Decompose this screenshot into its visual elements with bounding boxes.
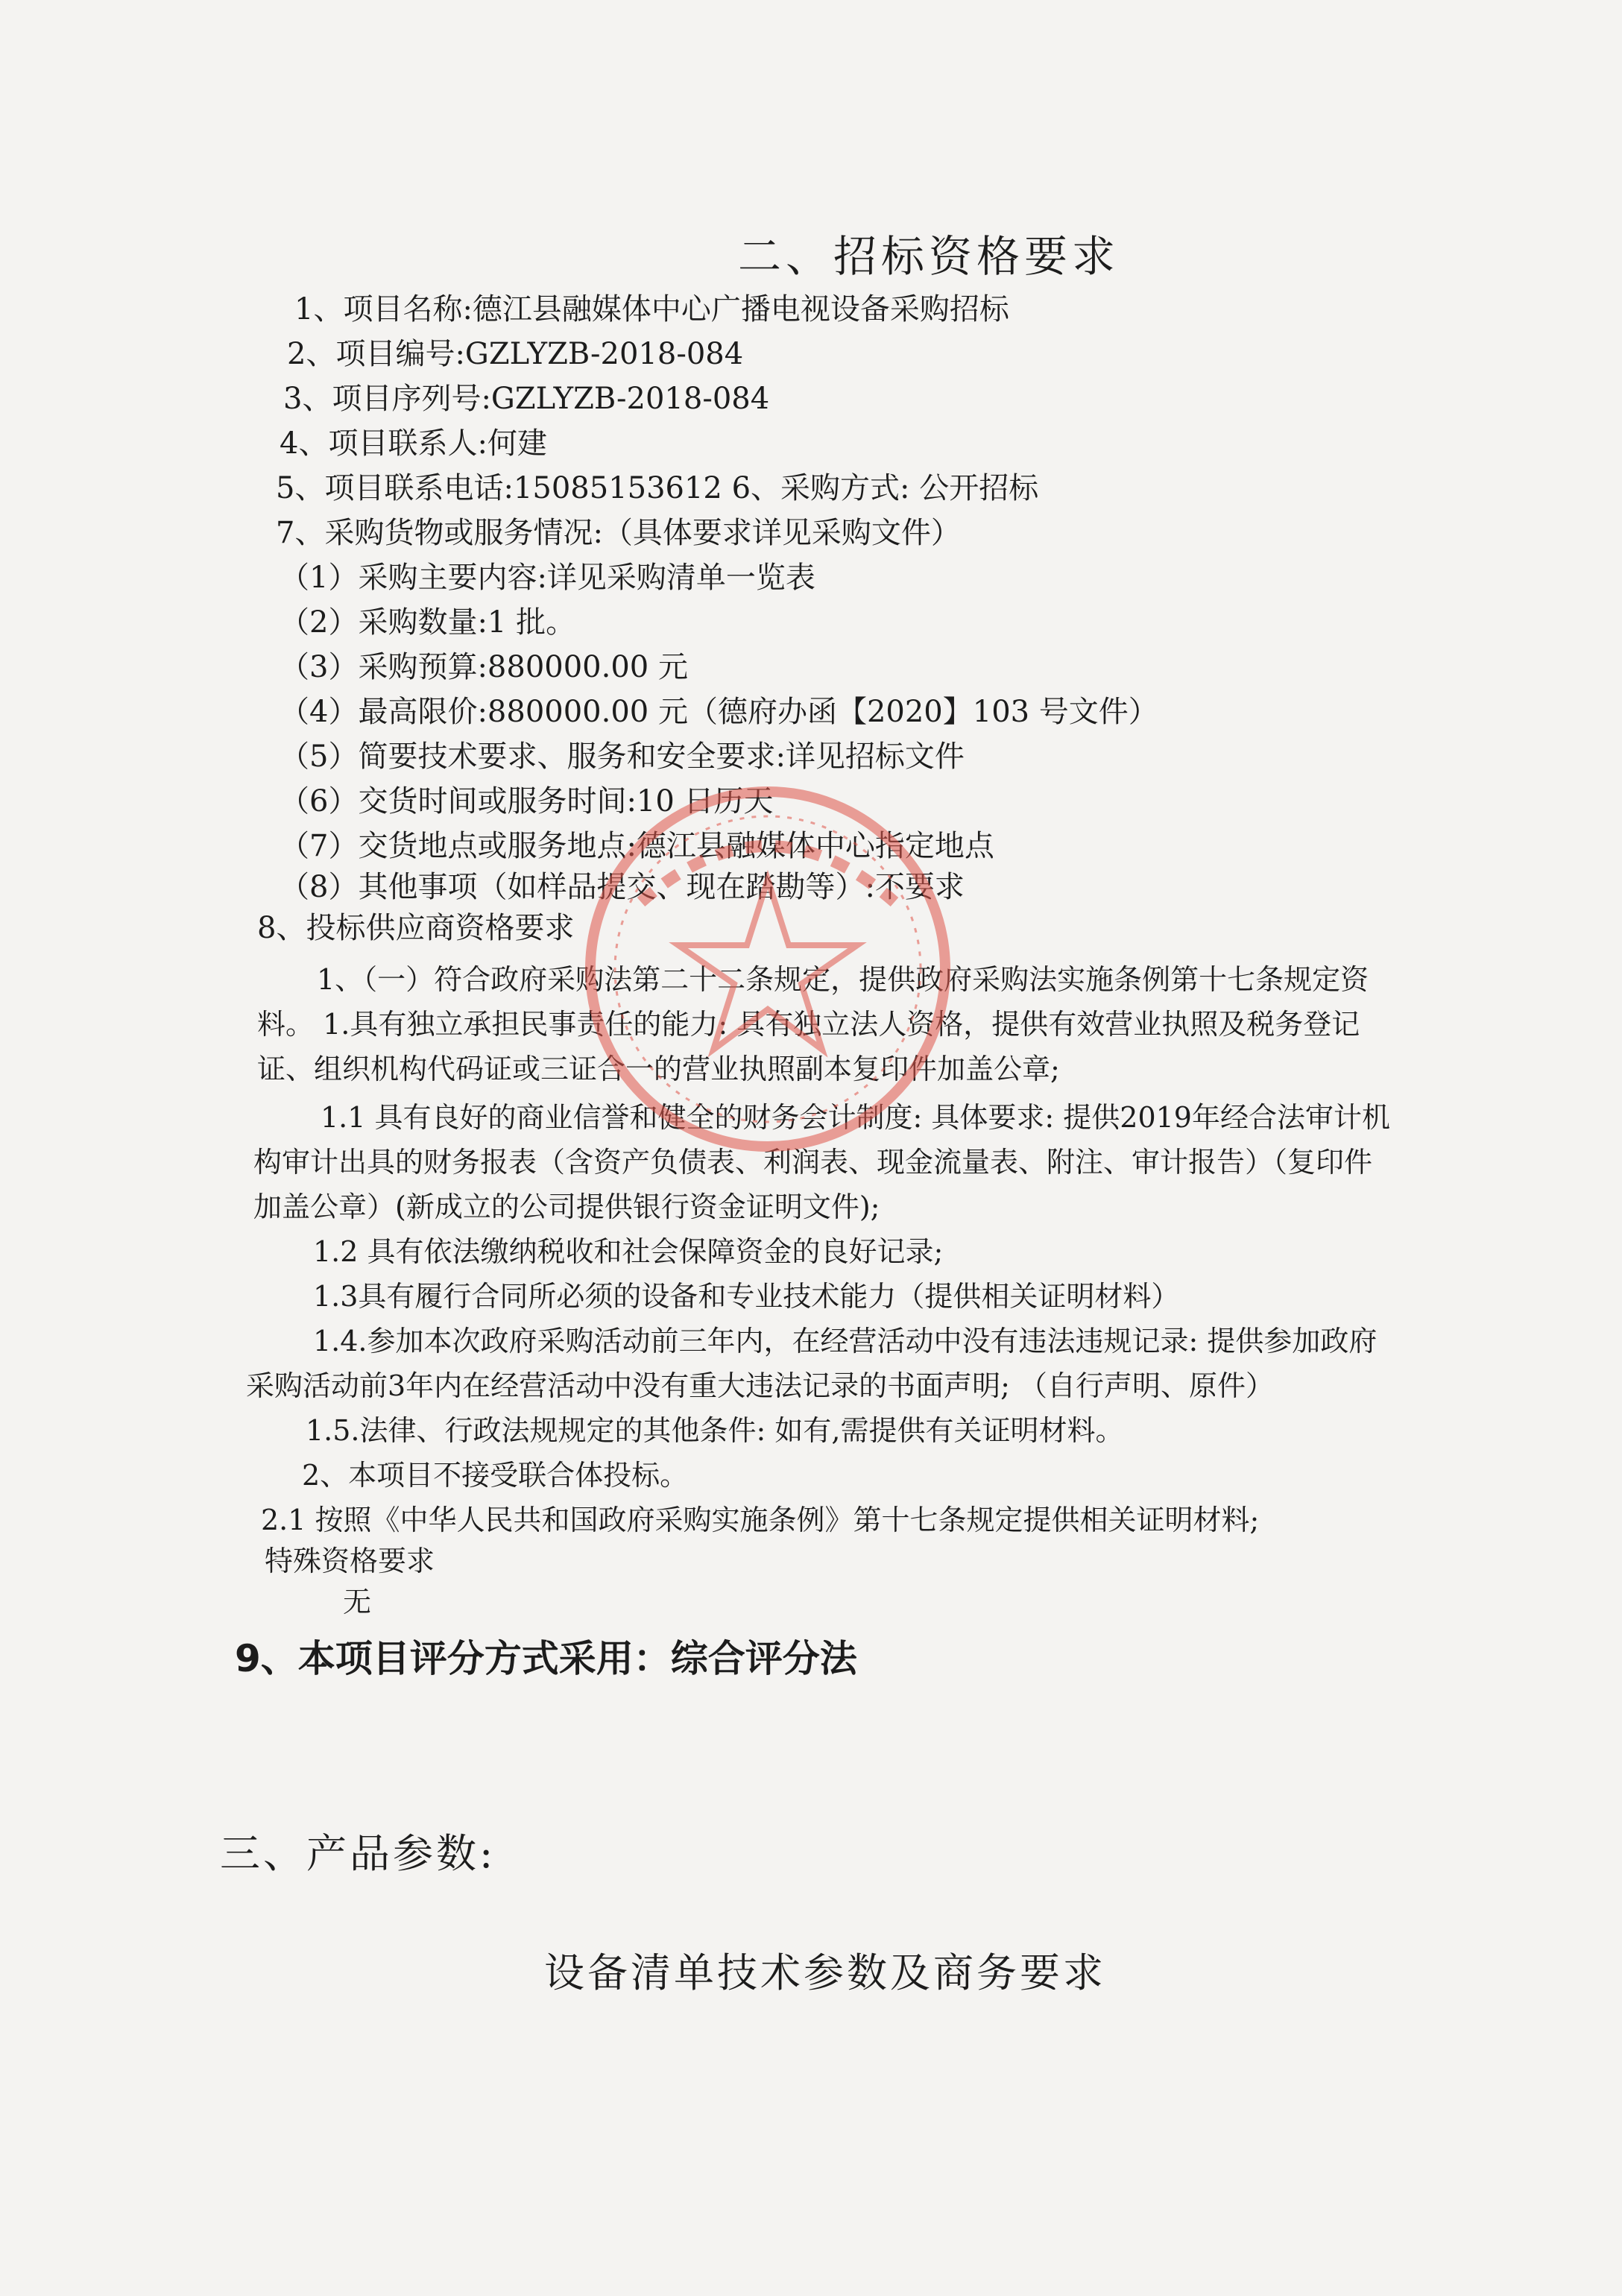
line-req-1-1-cont2: 加盖公章）(新成立的公司提供银行资金证明文件);	[253, 1190, 880, 1223]
line-project-name: 1、项目名称:德江县融媒体中心广播电视设备采购招标	[294, 292, 1009, 327]
line-sub-2: （2）采购数量:1 批。	[280, 605, 576, 640]
line-req-1: 1、（一）符合政府采购法第二十二条规定，提供政府采购法实施条例第十七条规定资	[317, 963, 1369, 996]
line-sub-8: （8）其他事项（如样品提交、现在踏勘等）:不要求	[280, 870, 965, 904]
line-req-2: 2、本项目不接受联合体投标。	[302, 1459, 689, 1492]
line-sub-3: （3）采购预算:880000.00 元	[280, 650, 688, 684]
line-req-1-2: 1.2 具有依法缴纳税收和社会保障资金的良好记录;	[313, 1235, 944, 1268]
line-sub-5: （5）简要技术要求、服务和安全要求:详见招标文件	[280, 739, 965, 774]
line-special-req: 特殊资格要求	[265, 1545, 435, 1577]
section-2-title: 二、招标资格要求	[738, 231, 1120, 282]
line-req-1-4-cont: 采购活动前3年内在经营活动中没有重大违法记录的书面声明; （自行声明、原件）	[246, 1369, 1275, 1402]
line-sub-6: （6）交货时间或服务时间:10 日历天	[280, 784, 774, 819]
line-supplier-req: 8、投标供应商资格要求	[257, 911, 575, 945]
line-sub-4: （4）最高限价:880000.00 元（德府办函【2020】103 号文件）	[280, 695, 1158, 729]
line-none: 无	[343, 1586, 372, 1618]
line-req-1-1-cont: 构审计出具的财务报表（含资产负债表、利润表、现金流量表、附注、审计报告）（复印件	[253, 1146, 1373, 1179]
line-phone-method: 5、项目联系电话:15085153612 6、采购方式: 公开招标	[276, 471, 1039, 505]
line-req-1-cont: 料。 1.具有独立承担民事责任的能力: 具有独立法人资格，提供有效营业执照及税务登记	[257, 1008, 1360, 1041]
line-req-2-1: 2.1 按照《中华人民共和国政府采购实施条例》第十七条规定提供相关证明材料;	[261, 1504, 1260, 1536]
line-sub-7: （7）交货地点或服务地点:德江县融媒体中心指定地点	[280, 829, 994, 863]
line-goods-services: 7、采购货物或服务情况:（具体要求详见采购文件）	[276, 516, 961, 550]
line-req-1-4: 1.4.参加本次政府采购活动前三年内，在经营活动中没有违法违规记录: 提供参加政府	[313, 1325, 1378, 1357]
line-project-number: 2、项目编号:GZLYZB-2018-084	[287, 337, 744, 371]
line-req-1-5: 1.5.法律、行政法规规定的其他条件: 如有,需提供有关证明材料。	[306, 1414, 1124, 1447]
section-3-title: 三、产品参数:	[220, 1830, 496, 1877]
line-req-1-cont2: 证、组织机构代码证或三证合一的营业执照副本复印件加盖公章;	[257, 1053, 1060, 1085]
line-contact: 4、项目联系人:何建	[280, 426, 547, 461]
line-sub-1: （1）采购主要内容:详见采购清单一览表	[280, 561, 815, 595]
scoring-method: 9、本项目评分方式采用：综合评分法	[235, 1637, 857, 1680]
line-project-serial: 3、项目序列号:GZLYZB-2018-084	[283, 382, 770, 416]
line-req-1-3: 1.3具有履行合同所必须的设备和专业技术能力（提供相关证明材料）	[313, 1280, 1180, 1313]
section-3-subtitle: 设备清单技术参数及商务要求	[544, 1949, 1106, 1996]
line-req-1-1: 1.1 具有良好的商业信誉和健全的财务会计制度: 具体要求: 提供2019年经合法审计机	[321, 1101, 1390, 1134]
official-seal-stamp	[574, 775, 962, 1163]
